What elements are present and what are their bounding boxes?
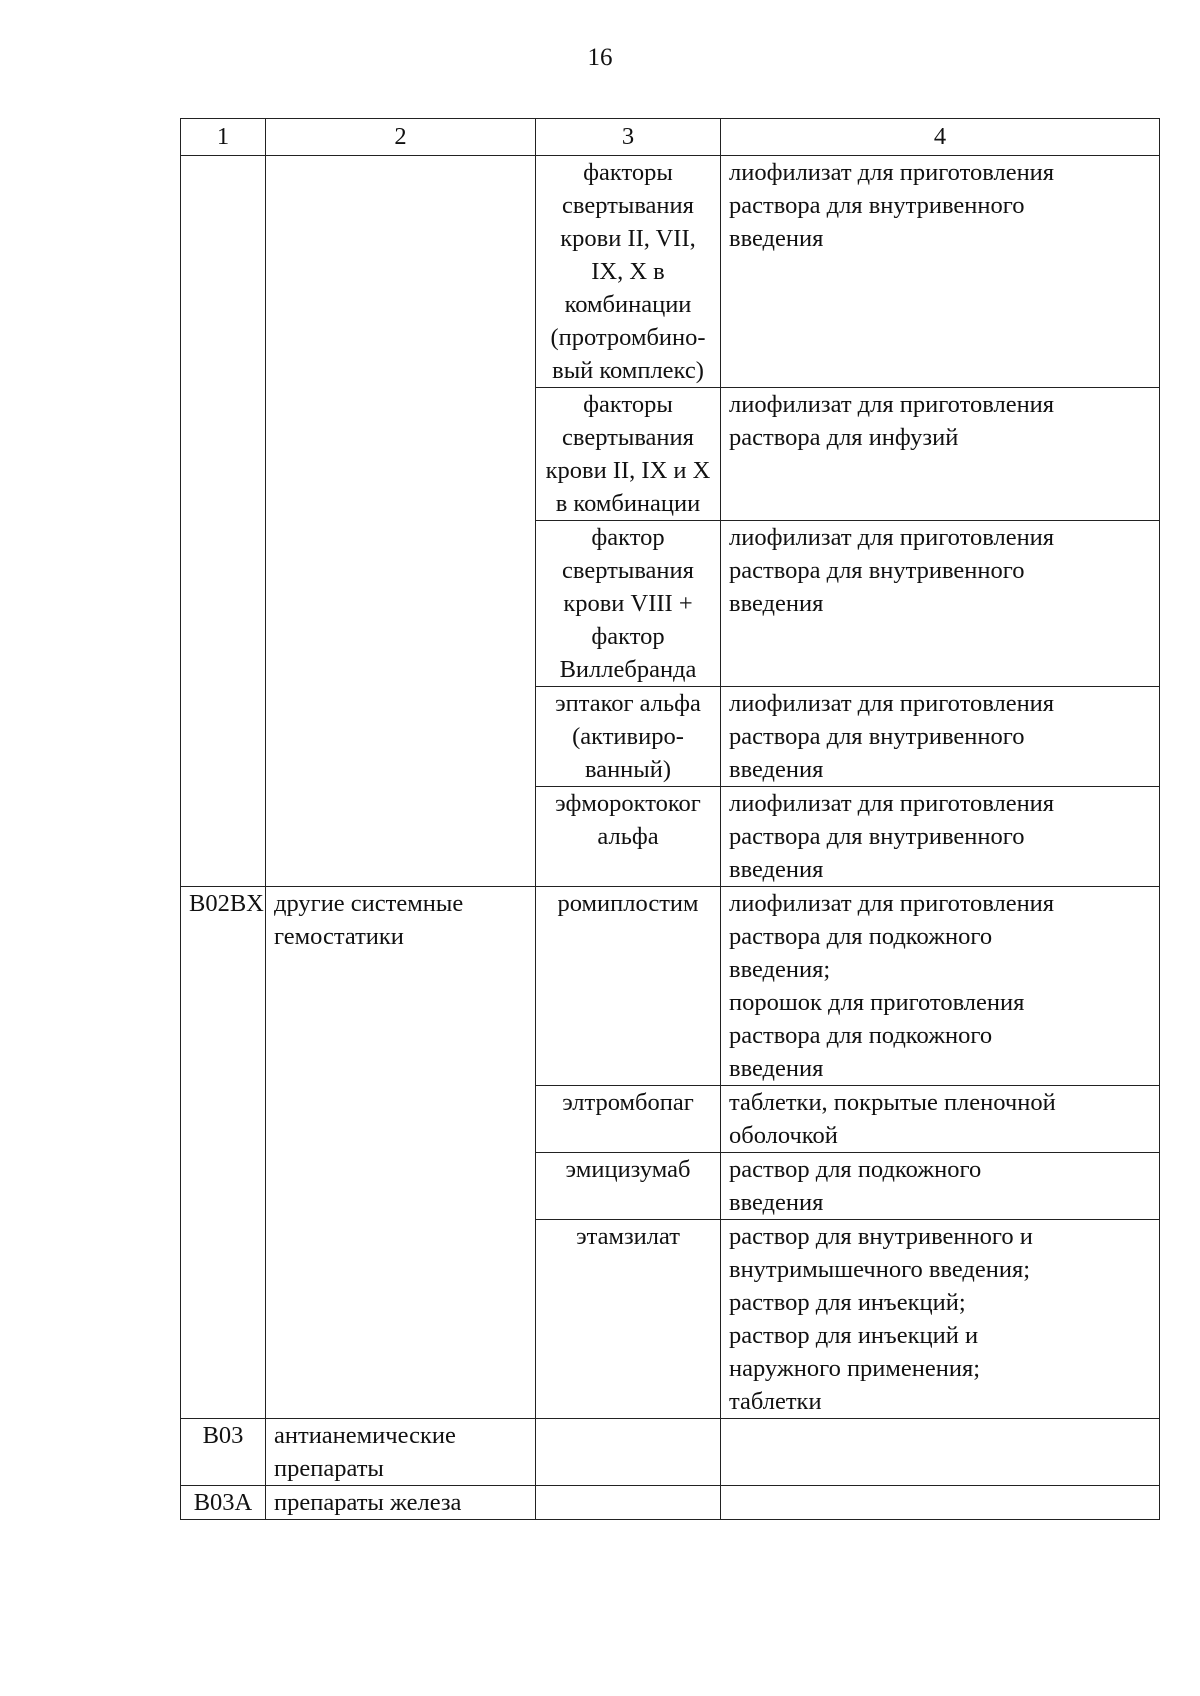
table-row: [181, 1486, 1160, 1520]
table-row: [181, 156, 1160, 388]
drug-name-cell: эмицизумаб: [565, 1156, 691, 1183]
drug-name-cell: этамзилат: [576, 1223, 680, 1250]
drug-name-cell-empty: [536, 1486, 721, 1520]
column-header-2: 2: [266, 119, 536, 156]
dosage-form-cell: таблетки, покрытые пленочной оболочкой: [729, 1089, 1056, 1149]
dosage-form-cell: лиофилизат для приготовления раствора для подкожного введения; порошок для приготовления раствора для подкожного введения: [729, 890, 1055, 1082]
dosage-form-cell: раствор для внутривенного и внутримышечного введения; раствор для инъекций; раствор для инъекций и наружного применения; таблетки: [729, 1223, 1033, 1415]
dosage-form-cell: лиофилизат для приготовления раствора для внутривенного введения: [729, 524, 1055, 617]
table-header-row: [181, 119, 1160, 156]
drug-name-cell: факторы свертывания крови II, IX и X в комбинации: [545, 391, 711, 517]
column-header-4: 4: [721, 119, 1160, 156]
group-name-cell: препараты железа: [274, 1489, 462, 1516]
table-row: [181, 1419, 1160, 1486]
atc-code-cell: B03A: [193, 1489, 253, 1516]
drug-name-cell: фактор свертывания крови VIII + фактор Виллебранда: [559, 524, 697, 683]
group-name-cell: другие системные гемостатики: [274, 890, 464, 950]
dosage-form-cell-empty: [721, 1419, 1160, 1486]
drug-name-cell: факторы свертывания крови II, VII, IX, X в комбинации (протромбино- вый комплекс): [550, 159, 706, 384]
page-number: 16: [587, 44, 613, 71]
dosage-form-cell: лиофилизат для приготовления раствора для внутривенного введения: [729, 159, 1055, 252]
drug-name-cell-empty: [536, 1419, 721, 1486]
drug-table: [180, 118, 1160, 1520]
group-cell-empty: [266, 156, 536, 887]
atc-code-cell: B02BX: [189, 890, 264, 917]
group-name-cell: антианемические препараты: [274, 1422, 456, 1482]
drug-name-cell: элтромбопаг: [562, 1089, 694, 1116]
dosage-form-cell: лиофилизат для приготовления раствора для внутривенного введения: [729, 790, 1055, 883]
atc-code-cell: B03: [202, 1422, 244, 1449]
dosage-form-cell: лиофилизат для приготовления раствора для инфузий: [729, 391, 1055, 451]
dosage-form-cell: раствор для подкожного введения: [729, 1156, 982, 1216]
drug-name-cell: ромиплостим: [557, 890, 699, 917]
drug-name-cell: эфмороктоког альфа: [555, 790, 701, 850]
dosage-form-cell-empty: [721, 1486, 1160, 1520]
column-header-1: 1: [181, 119, 266, 156]
code-cell-empty: [181, 156, 266, 887]
table-row: [181, 887, 1160, 1086]
drug-name-cell: эптаког альфа (активиро- ванный): [555, 690, 701, 783]
column-header-3: 3: [536, 119, 721, 156]
dosage-form-cell: лиофилизат для приготовления раствора для внутривенного введения: [729, 690, 1055, 783]
